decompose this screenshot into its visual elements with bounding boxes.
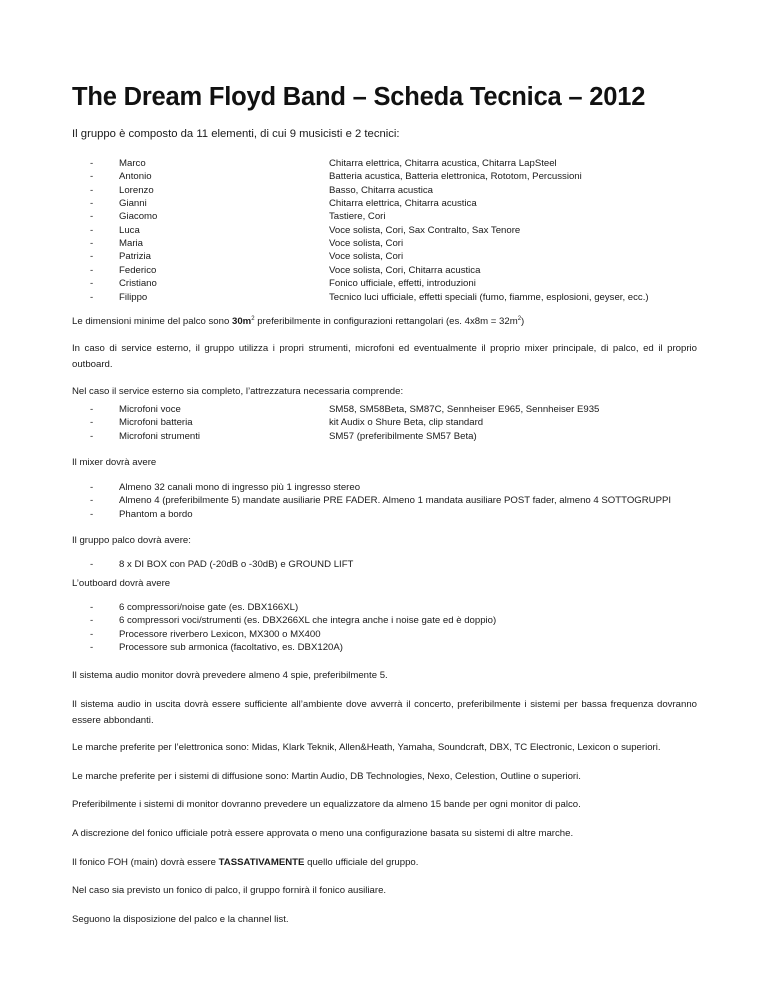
monitor-paragraph: Il sistema audio monitor dovrà prevedere almeno 4 spie, preferibilmente 5. xyxy=(72,670,388,681)
stage-example-superscript: 2 xyxy=(517,315,522,322)
stage-size-paragraph xyxy=(72,314,697,330)
outboard-item: 6 compressori/noise gate (es. DBX166XL) xyxy=(119,602,299,613)
foh-text-post: quello ufficiale del gruppo. xyxy=(304,857,419,868)
intro-paragraph: Il gruppo è composto da 11 elementi, di cui 9 musicisti e 2 tecnici: xyxy=(72,128,400,140)
microphone-models: kit Audix o Shure Beta, clip standard xyxy=(329,417,484,429)
member-role: Tecnico luci ufficiale, effetti speciali (fumo, fiamme, esplosioni, geyser, ecc.) xyxy=(329,291,649,303)
list-bullet-dash: - xyxy=(90,508,94,520)
list-bullet-dash: - xyxy=(90,417,94,429)
outboard-item: 6 compressori voci/strumenti (es. DBX266XL che integra anche i noise gate ed è doppio) xyxy=(119,615,497,627)
outboard-item: Processore sub armonica (facoltativo, es. DBX120A) xyxy=(119,642,343,654)
stage-engineer-paragraph: Nel caso sia previsto un fonico di palco, il gruppo fornirà il fonico ausiliare. xyxy=(72,885,387,896)
output-system-paragraph: Il sistema audio in uscita dovrà essere sufficiente all’ambiente dove avverrà il concerto, preferibilmente i sistemi per bassa frequenza dovranno essere abbondanti. xyxy=(72,699,697,726)
mixer-requirement: Almeno 32 canali mono di ingresso più 1 ingresso stereo xyxy=(119,482,361,493)
list-bullet-dash: - xyxy=(90,430,94,442)
stage-text-pre: Le dimensioni minime del palco sono xyxy=(72,316,232,327)
list-bullet-dash: - xyxy=(90,198,94,210)
outboard-paragraph: L’outboard dovrà avere xyxy=(72,578,171,589)
mixer-paragraph: Il mixer dovrà avere xyxy=(72,457,157,468)
mixer-requirement: Almeno 4 (preferibilmente 5) mandate ausiliarie PRE FADER. Almeno 1 mandata ausiliare POST fader, almeno 4 SOTTOGRUPPI xyxy=(119,495,672,507)
list-bullet-dash: - xyxy=(90,495,94,507)
list-bullet-dash: - xyxy=(90,559,94,570)
mixer-requirement: Phantom a bordo xyxy=(119,508,193,520)
following-paragraph: Seguono la disposizione del palco e la channel list. xyxy=(72,914,289,925)
member-role: Chitarra elettrica, Chitarra acustica, Chitarra LapSteel xyxy=(329,158,557,169)
list-bullet-dash: - xyxy=(90,238,94,250)
microphone-type: Microfoni strumenti xyxy=(119,430,201,442)
outboard-item: Processore riverbero Lexicon, MX300 o MX400 xyxy=(119,628,321,640)
list-bullet-dash: - xyxy=(90,628,94,640)
member-name: Antonio xyxy=(119,171,152,183)
stage-text-post: ) xyxy=(521,316,525,327)
member-role: Tastiere, Cori xyxy=(329,211,386,223)
foh-text-pre: Il fonico FOH (main) dovrà essere xyxy=(72,857,219,868)
member-role: Batteria acustica, Batteria elettronica, Rototom, Percussioni xyxy=(329,171,582,183)
complete-service-paragraph: Nel caso il service esterno sia completo, l’attrezzatura necessaria comprende: xyxy=(72,386,404,397)
member-name: Cristiano xyxy=(119,278,157,290)
service-paragraph: In caso di service esterno, il gruppo utilizza i propri strumenti, microfoni ed eventualmente il proprio mixer principale, di palco, ed il proprio outboard. xyxy=(72,343,697,370)
stage-size-superscript: 2 xyxy=(251,315,255,322)
list-bullet-dash: - xyxy=(90,482,94,493)
stage-text-mid: preferibilmente in configurazioni rettangolari (es. 4x8m = 32m xyxy=(254,316,518,327)
member-name: Federico xyxy=(119,264,157,276)
list-bullet-dash: - xyxy=(90,251,94,263)
member-name: Luca xyxy=(119,224,140,236)
member-role: Fonico ufficiale, effetti, introduzioni xyxy=(329,278,476,290)
list-bullet-dash: - xyxy=(90,278,94,290)
member-name: Lorenzo xyxy=(119,184,154,196)
member-name: Marco xyxy=(119,158,146,169)
member-role: Chitarra elettrica, Chitarra acustica xyxy=(329,198,477,210)
list-bullet-dash: - xyxy=(90,615,94,627)
member-role: Voce solista, Cori, Chitarra acustica xyxy=(329,264,481,276)
stage-group-paragraph: Il gruppo palco dovrà avere: xyxy=(72,535,191,546)
list-bullet-dash: - xyxy=(90,291,94,303)
stage-group-item: 8 x DI BOX con PAD (-20dB o -30dB) e GROUND LIFT xyxy=(119,559,354,570)
list-bullet-dash: - xyxy=(90,602,94,613)
microphone-type: Microfoni batteria xyxy=(119,417,193,429)
list-bullet-dash: - xyxy=(90,184,94,196)
stage-size-value: 30m xyxy=(231,316,252,327)
equalizer-paragraph: Preferibilmente i sistemi di monitor dovranno prevedere un equalizzatore da almeno 15 bande per ogni monitor di palco. xyxy=(72,799,581,810)
list-bullet-dash: - xyxy=(90,404,94,415)
document-title: The Dream Floyd Band – Scheda Tecnica – 2012 xyxy=(72,83,646,111)
list-bullet-dash: - xyxy=(90,642,94,654)
member-role: Voce solista, Cori xyxy=(329,251,404,263)
microphone-type: Microfoni voce xyxy=(119,404,181,415)
list-bullet-dash: - xyxy=(90,211,94,223)
member-name: Filippo xyxy=(119,291,148,303)
diffusion-brands-paragraph: Le marche preferite per i sistemi di diffusione sono: Martin Audio, DB Technologies, Nexo, Celestion, Outline o superiori. xyxy=(72,771,581,782)
microphone-models: SM58, SM58Beta, SM87C, Sennheiser E965, Sennheiser E935 xyxy=(329,404,600,415)
foh-emphasis: TASSATIVAMENTE xyxy=(218,857,305,868)
member-name: Patrizia xyxy=(119,251,151,263)
member-role: Basso, Chitarra acustica xyxy=(329,184,433,196)
microphone-models: SM57 (preferibilmente SM57 Beta) xyxy=(329,430,477,442)
member-role: Voce solista, Cori xyxy=(329,238,404,250)
member-name: Gianni xyxy=(119,198,147,210)
list-bullet-dash: - xyxy=(90,264,94,276)
member-name: Maria xyxy=(119,238,143,250)
list-bullet-dash: - xyxy=(90,171,94,183)
discretion-paragraph: A discrezione del fonico ufficiale potrà essere approvata o meno una configurazione basata su sistemi di altre marche. xyxy=(72,828,574,839)
list-bullet-dash: - xyxy=(90,224,94,236)
foh-paragraph xyxy=(72,855,697,871)
member-role: Voce solista, Cori, Sax Contralto, Sax Tenore xyxy=(329,224,521,236)
electronics-brands-paragraph: Le marche preferite per l’elettronica sono: Midas, Klark Teknik, Allen&Heath, Yamaha, Soundcraft, DBX, TC Electronic, Lexicon o superiori. xyxy=(72,742,661,753)
list-bullet-dash: - xyxy=(90,158,94,169)
member-name: Giacomo xyxy=(119,211,158,223)
